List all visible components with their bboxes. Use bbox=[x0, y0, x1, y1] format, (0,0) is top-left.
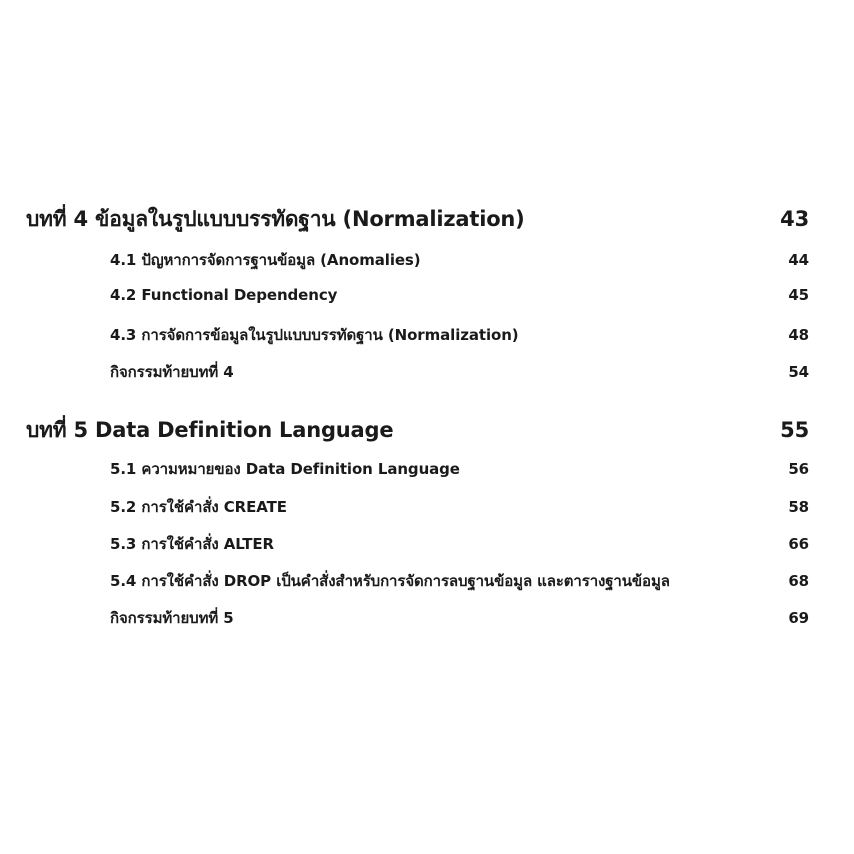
chapter-title: บทที่ 4 ข้อมูลในรูปแบบบรรทัดฐาน (Normalization) bbox=[26, 207, 525, 231]
section-title: 4.3 การจัดการข้อมูลในรูปแบบบรรทัดฐาน (Normalization) bbox=[110, 326, 519, 344]
toc-entry bbox=[110, 248, 809, 272]
toc-entry bbox=[110, 495, 809, 519]
toc-entry bbox=[110, 360, 809, 384]
toc-entry bbox=[110, 532, 809, 556]
section-page-number: 68 bbox=[788, 572, 809, 590]
chapter-title: บทที่ 5 Data Definition Language bbox=[26, 418, 394, 442]
section-title: กิจกรรมท้ายบทที่ 4 bbox=[110, 363, 234, 381]
chapter-page-number: 55 bbox=[780, 418, 809, 442]
section-title: กิจกรรมท้ายบทที่ 5 bbox=[110, 609, 234, 627]
section-title: 5.1 ความหมายของ Data Definition Language bbox=[110, 460, 460, 478]
section-title: 5.4 การใช้คำสั่ง DROP เป็นคำสั่งสำหรับการจัดการลบฐานข้อมูล และตารางฐานข้อมูล bbox=[110, 572, 670, 590]
chapter-4-heading bbox=[26, 203, 809, 236]
section-page-number: 69 bbox=[788, 609, 809, 627]
toc-entry bbox=[110, 323, 809, 347]
toc-entry bbox=[110, 569, 809, 593]
chapter-page-number: 43 bbox=[780, 207, 809, 231]
section-page-number: 48 bbox=[788, 326, 809, 344]
toc-entry bbox=[110, 286, 809, 304]
section-page-number: 44 bbox=[788, 251, 809, 269]
section-page-number: 66 bbox=[788, 535, 809, 553]
chapter-5-heading bbox=[26, 414, 809, 447]
toc-entry bbox=[110, 606, 809, 630]
toc-entry bbox=[110, 457, 809, 481]
section-page-number: 58 bbox=[788, 498, 809, 516]
section-title: 4.1 ปัญหาการจัดการฐานข้อมูล (Anomalies) bbox=[110, 251, 421, 269]
section-title: 4.2 Functional Dependency bbox=[110, 286, 338, 304]
section-page-number: 56 bbox=[788, 460, 809, 478]
section-page-number: 45 bbox=[788, 286, 809, 304]
section-page-number: 54 bbox=[788, 363, 809, 381]
section-title: 5.2 การใช้คำสั่ง CREATE bbox=[110, 498, 287, 516]
section-title: 5.3 การใช้คำสั่ง ALTER bbox=[110, 535, 274, 553]
